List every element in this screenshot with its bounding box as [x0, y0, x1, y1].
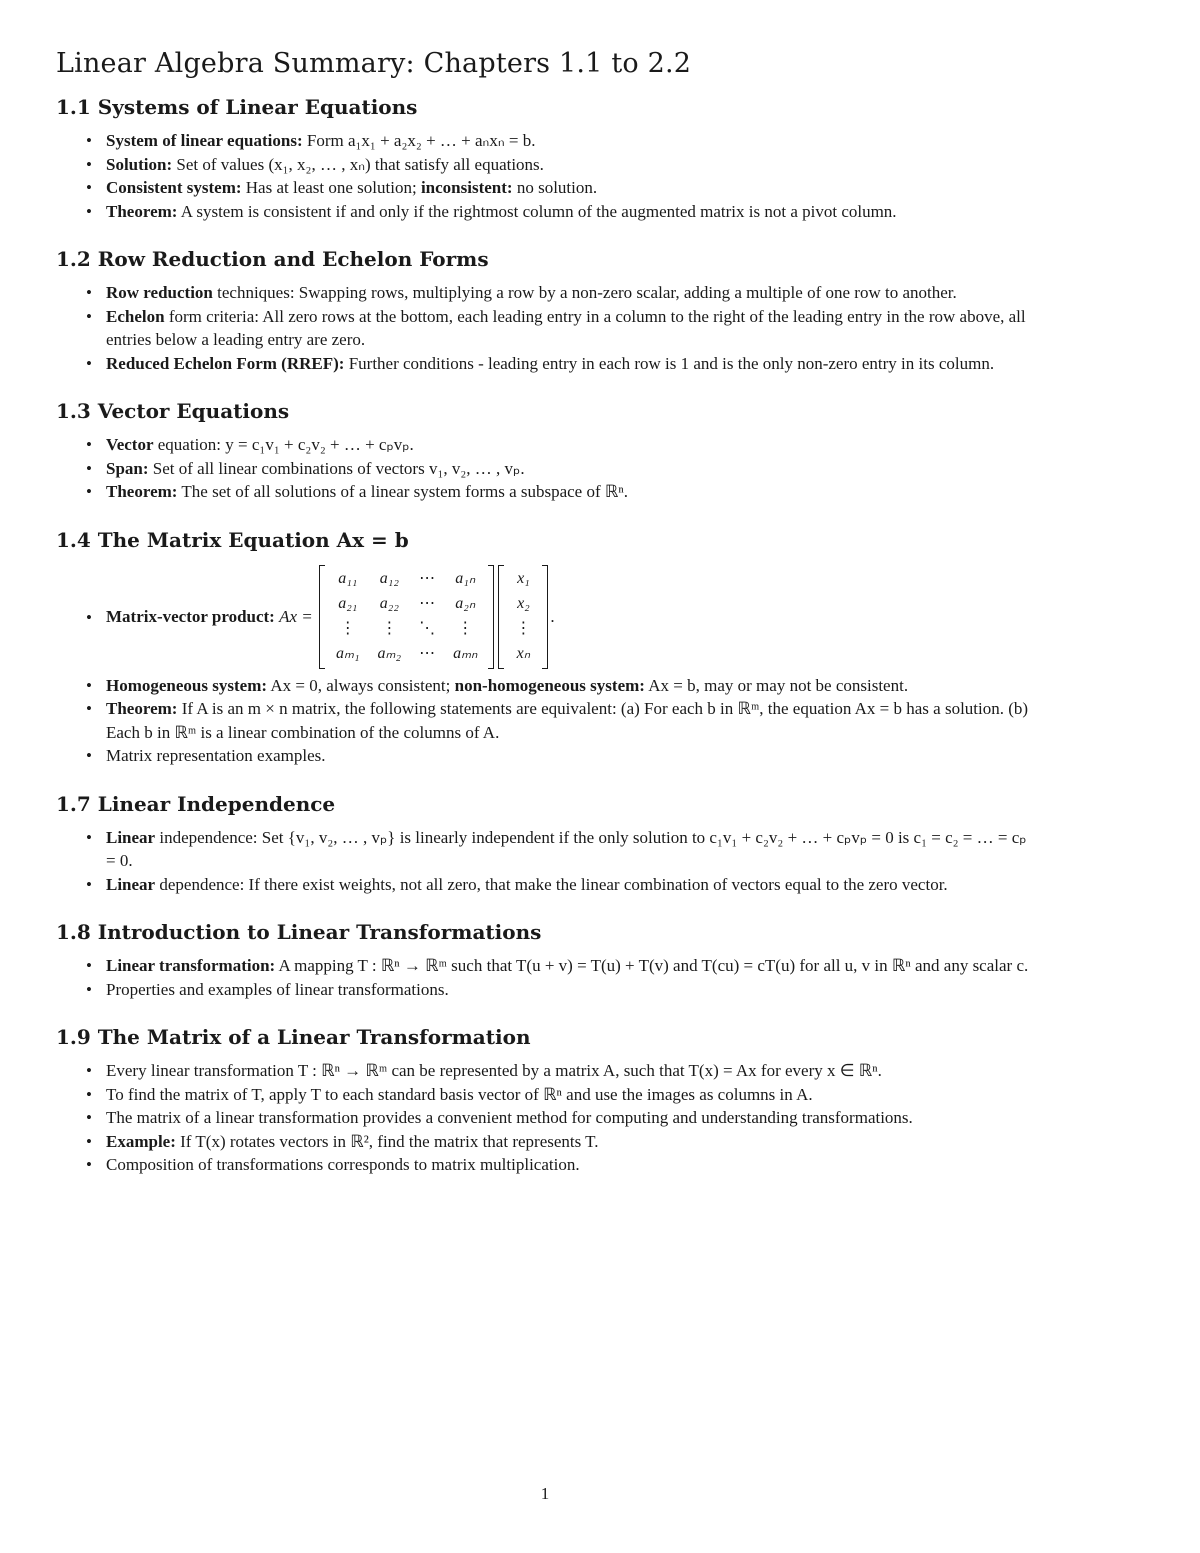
term: non-homogeneous system:	[454, 675, 645, 695]
term: Theorem:	[106, 699, 178, 718]
list-item	[106, 433, 1036, 457]
list-item	[106, 305, 1036, 352]
section-heading: 1.1 Systems of Linear Equations	[56, 95, 418, 119]
item-text: Form a₁x₁ + a₂x₂ + … + aₙxₙ = b.	[306, 131, 536, 150]
vector-entry: xₙ	[516, 645, 531, 663]
term: Theorem:	[106, 482, 178, 501]
item-text: equation: y = c₁v₁ + c₂v₂ + … + cₚvₚ.	[157, 435, 414, 454]
item-text: dependence: If there exist weights, not all zero, that make the linear combination of vectors equal to the zero vector.	[159, 874, 948, 894]
vector-entry: x₁	[517, 570, 530, 588]
term: Theorem:	[106, 201, 178, 221]
vector-entry: ⋮	[515, 620, 532, 638]
list-item	[106, 480, 1036, 504]
section-1-9	[56, 1025, 1036, 1177]
list-item	[106, 744, 1036, 768]
item-text: Ax = 0, always consistent;	[270, 675, 451, 695]
equation-lhs: Ax =	[279, 606, 313, 626]
vector-entry: x₂	[517, 595, 530, 613]
list-item	[106, 153, 1036, 177]
document-page	[56, 48, 1036, 1201]
matrix-entry: ⋯	[419, 570, 436, 588]
item-text: Matrix representation examples.	[106, 746, 326, 765]
bullet-list	[56, 954, 1036, 1001]
list-item	[106, 1153, 1036, 1177]
matrix-entry: ⋮	[381, 620, 398, 638]
item-text: Further conditions - leading entry in each row is 1 and is the only non-zero entry in its column.	[348, 353, 995, 373]
matrix-entry: ⋮	[339, 620, 356, 638]
term: Linear transformation:	[106, 956, 276, 975]
document-title: Linear Algebra Summary: Chapters 1.1 to 2.2	[56, 48, 692, 79]
item-text: Composition of transformations corresponds to matrix multiplication.	[106, 1155, 580, 1174]
bullet-list	[56, 562, 1036, 768]
list-item	[106, 129, 1036, 153]
term: System of linear equations:	[106, 131, 303, 150]
term: Reduced Echelon Form (RREF):	[106, 353, 345, 373]
equation-end: .	[550, 606, 555, 626]
section-heading: 1.3 Vector Equations	[56, 399, 290, 423]
item-text: techniques: Swapping rows, multiplying a row by a non-zero scalar, adding a multiple of one row to another.	[217, 283, 957, 302]
matrix-entry: a₁ₙ	[455, 570, 476, 588]
term: Linear	[106, 827, 156, 847]
term: Vector	[106, 435, 154, 454]
list-item	[106, 457, 1036, 481]
term: Homogeneous system:	[106, 675, 268, 695]
page-number: 1	[540, 1484, 550, 1503]
term: Linear	[106, 874, 156, 894]
item-text: no solution.	[516, 178, 598, 197]
item-text: If A is an m × n matrix, the following statements are equivalent: (a) For each b in ℝᵐ, the equation Ax = b has a solution. (b) Each b in ℝᵐ is a linear combination of the columns of A.	[106, 699, 1029, 742]
term: Solution:	[106, 154, 173, 174]
item-text: The set of all solutions of a linear system forms a subspace of ℝⁿ.	[181, 482, 628, 501]
matrix-entry: a₁₂	[379, 570, 399, 588]
bullet-list	[56, 826, 1036, 897]
item-text: A system is consistent if and only if the rightmost column of the augmented matrix is not a pivot column.	[180, 201, 897, 221]
bullet-list	[56, 433, 1036, 504]
item-text: Properties and examples of linear transformations.	[106, 979, 449, 999]
matrix-entry: a₂₁	[338, 595, 358, 613]
item-text: A mapping T : ℝⁿ → ℝᵐ such that T(u + v) = T(u) + T(v) and T(cu) = cT(u) for all u, v in ℝⁿ and any scalar c.	[278, 956, 1029, 975]
list-item	[106, 873, 1036, 897]
matrix-entry: ⋯	[419, 645, 436, 663]
section-1-7	[56, 792, 1036, 897]
term: Row reduction	[106, 283, 213, 302]
matrix-entry: ⋱	[419, 620, 436, 638]
list-item	[106, 200, 1036, 224]
term: Span:	[106, 458, 149, 478]
item-text: Every linear transformation T : ℝⁿ → ℝᵐ can be represented by a matrix A, such that T(x) = Ax for every x ∈ ℝⁿ.	[106, 1061, 882, 1080]
section-1-2	[56, 247, 1036, 375]
list-item	[106, 954, 1036, 978]
list-item	[106, 697, 1036, 744]
matrix-entry: ⋯	[419, 595, 436, 613]
list-item	[106, 176, 1036, 200]
section-heading: 1.9 The Matrix of a Linear Transformation	[56, 1025, 531, 1049]
item-text: Ax = b, may or may not be consistent.	[648, 675, 909, 695]
item-text: Has at least one solution;	[245, 178, 417, 197]
item-text: To find the matrix of T, apply T to each standard basis vector of ℝⁿ and use the images as columns in A.	[106, 1084, 813, 1104]
section-1-8	[56, 920, 1036, 1001]
section-1-3	[56, 399, 1036, 504]
coefficient-matrix	[319, 565, 494, 669]
matrix-entry: aₘₙ	[453, 645, 478, 663]
section-1-4	[56, 528, 1036, 768]
item-text: Set of all linear combinations of vectors v₁, v₂, … , vₚ.	[152, 458, 525, 478]
list-item	[106, 826, 1036, 873]
bullet-list	[56, 1059, 1036, 1177]
item-text: form criteria: All zero rows at the bottom, each leading entry in a column to the right of the leading entry in the row above, all entries below a leading entry are zero.	[106, 306, 1026, 349]
list-item	[106, 1130, 1036, 1154]
section-heading: 1.8 Introduction to Linear Transformations	[56, 920, 542, 944]
matrix-entry: a₂ₙ	[455, 595, 476, 613]
matrix-entry: aₘ₁	[336, 645, 360, 663]
matrix-entry: a₁₁	[338, 570, 358, 588]
list-item	[106, 281, 1036, 305]
matrix-entry: ⋮	[457, 620, 474, 638]
matrix-grid	[327, 567, 486, 667]
list-item	[106, 352, 1036, 376]
list-item	[106, 674, 1036, 698]
term: Example:	[106, 1131, 176, 1151]
bullet-list	[56, 129, 1036, 223]
list-item	[106, 1083, 1036, 1107]
list-item	[106, 1106, 1036, 1130]
bullet-list	[56, 281, 1036, 375]
term: inconsistent:	[420, 178, 513, 197]
item-text: independence: Set {v₁, v₂, … , vₚ} is linearly independent if the only solution to c₁v₁ + c₂v₂ + … + cₚvₚ = 0 is c₁ = c₂ = … = cₚ = 0.	[106, 827, 1027, 870]
item-text: If T(x) rotates vectors in ℝ², find the matrix that represents T.	[180, 1131, 599, 1151]
list-item	[106, 1059, 1036, 1083]
list-item	[106, 562, 1036, 672]
list-item	[106, 978, 1036, 1002]
matrix-entry: a₂₂	[379, 595, 399, 613]
section-heading: 1.7 Linear Independence	[56, 791, 336, 816]
section-heading: 1.2 Row Reduction and Echelon Forms	[56, 247, 489, 271]
matrix-entry: aₘ₂	[377, 645, 402, 663]
item-text: Set of values (x₁, x₂, … , xₙ) that satisfy all equations.	[176, 154, 544, 174]
section-heading: 1.4 The Matrix Equation Ax = b	[56, 527, 409, 552]
vector-grid	[506, 567, 540, 667]
term: • Matrix-vector product:	[106, 606, 275, 626]
section-1-1	[56, 95, 1036, 223]
item-text: The matrix of a linear transformation provides a convenient method for computing and understanding transformations.	[106, 1108, 913, 1127]
variable-vector	[498, 565, 548, 669]
term: Echelon	[106, 306, 165, 326]
term: Consistent system:	[106, 178, 242, 197]
